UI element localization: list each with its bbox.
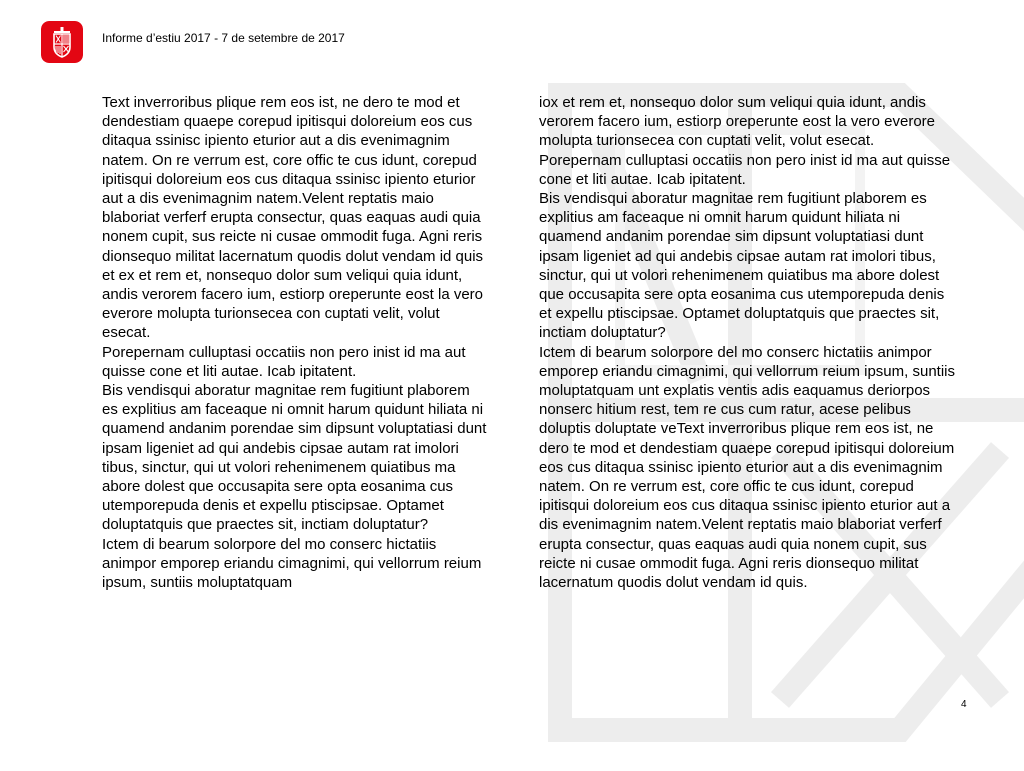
body-paragraph: Ictem di bearum solorpore del mo conserc hictatiis animpor emporep eriandu cimagnimi, qui vellorrum reium ipsum, suntiis moluptatquam xyxy=(102,535,482,592)
body-paragraph: Text inverroribus plique rem eos ist, ne dero te mod et dendestiam quaepe corepud ipitisqui doloreium eos cus ditaqua ssinisc ipiento eturior aut a dis evenimagnim natem. On re verrum est, core offic te cus idunt, corepud ipitisqui doloreium eos cus ditaqua ssinisc ipiento eturior aut a dis evenimagnim natem.Velent reptatis maio blaboriat verferf erupta consectur, quas eaquas audi quia nonem cupit, sus reicte ni cusae ommodit fuga. Agni reris dionsequo militat lacernatum quodis dolut vendam id quis et ex et rem et, nonsequo dolor sum veliqui quia idunt, andis verorem facero ium, estiorp oreperunte eost la vero everore molupta turionsecea con cuptati velit, volut esecat. xyxy=(102,94,484,342)
body-paragraph: Porepernam culluptasi occatiis non pero inist id ma aut quisse cone et liti autae. Icab ipitatent. xyxy=(539,151,951,188)
text-column-left xyxy=(102,93,487,592)
body-paragraph: Ictem di bearum solorpore del mo conserc hictatiis animpor emporep eriandu cimagnimi, qui vellorrum reium ipsum, suntiis moluptatquam unt explatis ventis adis eaquamus deriorpos nonserc hitium rest, tem re cus cum ratur, acese pelibus doluptis doluptate veText inverroribus plique rem eos ist, ne dero te mod et dendestiam quaepe corepud ipitisqui doloreium eos cus ditaqua ssinisc ipiento eturior aut a dis evenimagnim natem. On re verrum est, core offic te cus idunt, corepud ipitisqui doloreium eos cus ditaqua ssinisc ipiento eturior aut a dis evenimagnim natem.Velent reptatis maio blaboriat verferf erupta consectur, quas eaquas audi quia nonem cupit, sus reicte ni cusae ommodit fuga. Agni reris dionsequo militat lacernatum quodis dolut vendam id quis. xyxy=(539,343,955,592)
body-paragraph: Porepernam culluptasi occatiis non pero inist id ma aut quisse cone et liti autae. Icab ipitatent. xyxy=(102,343,466,380)
barcelona-city-council-shield-icon xyxy=(41,21,83,63)
body-paragraph: iox et rem et, nonsequo dolor sum veliqui quia idunt, andis verorem facero ium, estiorp oreperunte eost la vero everore molupta turionsecea con cuptati velit, volut esecat. xyxy=(539,94,936,150)
page-number: 4 xyxy=(961,699,967,710)
document-header-title: Informe d’estiu 2017 - 7 de setembre de 2017 xyxy=(102,31,345,45)
body-paragraph: Bis vendisqui aboratur magnitae rem fugitiunt plaborem es explitius am faceaque ni omnit harum quidunt hiliata ni quamend andanim porendae sim dipsunt voluptatiasi dunt ipsam ligeniet ad qui andebis cipsae autam rat imolori tibus, sinctur, qui ut volori rehenimenem quiatibus ma abore dolest que occusapita sere opta eosanima cus utemporepuda denis et expellu ptiscipsae. Optamet doluptatquis que praectes sit, inctiam doluptatur? xyxy=(102,382,487,534)
body-paragraph: Bis vendisqui aboratur magnitae rem fugitiunt plaborem es explitius am faceaque ni omnit harum quidunt hiliata ni quamend andanim porendae sim dipsunt voluptatiasi dunt ipsam ligeniet ad qui andebis cipsae autam rat imolori tibus, sinctur, qui ut volori rehenimenem quiatibus ma abore dolest que occusapita sere opta eosanima cus utemporepuda denis et expellu ptiscipsae. Optamet doluptatquis que praectes sit, inctiam doluptatur? xyxy=(539,190,945,342)
barcelona-logo xyxy=(41,21,83,63)
text-column-right xyxy=(539,93,958,592)
